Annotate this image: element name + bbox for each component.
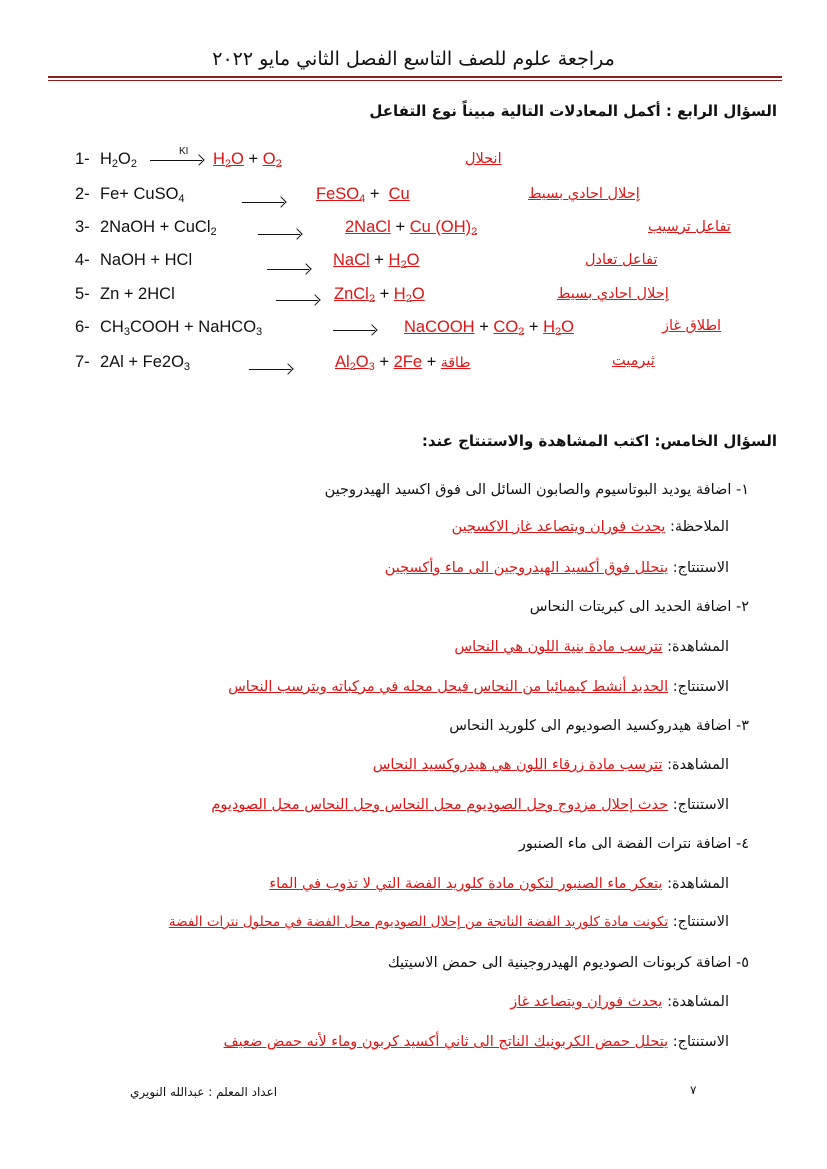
- observation-label: المشاهدة:: [667, 876, 729, 892]
- products: NaCl + $H_2O$: [333, 251, 420, 271]
- item-prompt: اضافة كربونات الصوديوم الهيدروجينية الى حمض الاسيتيك: [387, 955, 732, 971]
- item-number: ٤-: [735, 836, 749, 852]
- item-number: ٥-: [735, 955, 749, 971]
- observation-label: الملاحظة:: [670, 519, 729, 535]
- reaction-arrow: [249, 369, 291, 370]
- products: NaCOOH + $CO_2 + H_2O$: [404, 318, 575, 338]
- reaction-type: إحلال احادي بسيط: [528, 186, 640, 202]
- reactants: NaOH + HCl: [100, 251, 193, 269]
- page-number: ٧: [690, 1083, 697, 1097]
- observation-label: المشاهدة:: [667, 994, 729, 1010]
- reaction-arrow: [242, 202, 284, 203]
- header-divider: [48, 76, 782, 78]
- equation-number: 6-: [75, 318, 90, 336]
- equation-number: 2-: [75, 185, 90, 203]
- observation: [510, 994, 729, 1010]
- energy-word: طاقة: [440, 354, 471, 370]
- conclusion-answer: حدث إحلال مزدوج وحل الصوديوم محل النحاس وحل النحاس محل الصوديوم: [211, 797, 669, 813]
- reaction-arrow: [333, 330, 375, 331]
- footer-author: اعداد المعلم : عبدالله النويري: [130, 1085, 278, 1099]
- reactants: Zn + 2HCl: [100, 285, 175, 303]
- conclusion-answer: الحديد أنشط كيميائيا من النحاس فيحل محله في مركباته ويترسب النحاس: [228, 679, 669, 695]
- page-title: مراجعة علوم للصف التاسع الفصل الثاني مايو ٢٠٢٢: [212, 48, 615, 70]
- item-text: [388, 955, 749, 971]
- reaction-type: اطلاق غاز: [662, 318, 722, 334]
- conclusion-label: الاستنتاج:: [672, 679, 729, 695]
- item-prompt: اضافة نترات الفضة الى ماء الصنبور: [518, 836, 732, 852]
- reaction-arrow: [150, 160, 202, 161]
- item-number: ٢-: [735, 599, 749, 615]
- conclusion-answer: تكونت مادة كلوريد الفضة الناتجة من إحلال الصوديوم محل الفضة في محلول نترات الفضة: [168, 914, 669, 930]
- observation-label: المشاهدة:: [667, 639, 729, 655]
- observation-answer: يحدث فوران ويتصاعد غاز: [510, 994, 663, 1010]
- item-prompt: اضافة هيدروكسيد الصوديوم الى كلوريد النحاس: [449, 718, 732, 734]
- equation-number: 4-: [75, 251, 90, 269]
- conclusion-label: الاستنتاج:: [672, 560, 729, 576]
- equation-number: 7-: [75, 353, 90, 371]
- products: FeSO$_4$ + Cu: [316, 185, 410, 205]
- observation-answer: تترسب مادة بنية اللون هي النحاس: [454, 639, 663, 655]
- observation: [454, 639, 729, 655]
- products: $Al_2O_3 + 2Fe$ + طاقة: [335, 353, 471, 373]
- header-divider-thin: [48, 80, 782, 81]
- conclusion: [169, 914, 729, 930]
- item-prompt: اضافة الحديد الى كبريتات النحاس: [529, 599, 732, 615]
- reactants: Fe+ CuSO$_4$: [100, 185, 185, 205]
- item-number: ١-: [735, 482, 749, 498]
- equation-number: 3-: [75, 218, 90, 236]
- item-text: [519, 836, 749, 852]
- question-4-title: السؤال الرابع : أكمل المعادلات التالية مبيناً نوع التفاعل: [369, 102, 777, 120]
- reactants: $CH_3COOH$ + NaHCO$_3$: [100, 318, 263, 338]
- observation: [452, 519, 729, 535]
- conclusion: [385, 560, 729, 576]
- question-5-title: السؤال الخامس: اكتب المشاهدة والاستنتاج عند:: [421, 432, 777, 450]
- products: 2NaCl + Cu $(OH)_2$: [345, 218, 478, 238]
- reaction-arrow: [267, 269, 309, 270]
- observation-answer: تترسب مادة زرقاء اللون هي هيدروكسيد النحاس: [372, 757, 663, 773]
- item-number: ٣-: [735, 718, 749, 734]
- reaction-arrow: [276, 300, 318, 301]
- equation-number: 5-: [75, 285, 90, 303]
- conclusion-label: الاستنتاج:: [672, 797, 729, 813]
- observation: [373, 757, 729, 773]
- item-text: [449, 718, 749, 734]
- products: $H_2O + O_2$: [213, 150, 282, 170]
- conclusion: [211, 797, 729, 813]
- conclusion: [224, 1034, 729, 1050]
- item-prompt: اضافة يوديد البوتاسيوم والصابون السائل الى فوق اكسيد الهيدروجين: [324, 482, 732, 498]
- reactants: 2NaOH + CuCl$_2$: [100, 218, 217, 238]
- item-text: [325, 482, 749, 498]
- conclusion-label: الاستنتاج:: [672, 1034, 729, 1050]
- reaction-arrow: [258, 234, 300, 235]
- item-text: [530, 599, 749, 615]
- reaction-type: تفاعل تعادل: [585, 252, 658, 268]
- observation-label: المشاهدة:: [667, 757, 729, 773]
- observation-answer: يتعكر ماء الصنبور لتكون مادة كلوريد الفضة التي لا تذوب في الماء: [269, 876, 663, 892]
- catalyst-label: KI: [179, 146, 189, 157]
- reaction-type: ثيرميت: [612, 353, 655, 369]
- reaction-type: إحلال احادي بسيط: [557, 286, 669, 302]
- reactants: $2Al + Fe2O_3$: [100, 353, 191, 373]
- reaction-type: انحلال: [465, 151, 502, 167]
- conclusion: [228, 679, 729, 695]
- observation: [269, 876, 729, 892]
- conclusion-label: الاستنتاج:: [672, 914, 729, 930]
- conclusion-answer: يتحلل حمض الكربونيك الناتج الى ثاني أكسيد كربون وماء لأنه حمض ضعيف: [223, 1034, 669, 1050]
- conclusion-answer: يتحلل فوق أكسيد الهيدروجين الى ماء وأكسجين: [384, 560, 669, 576]
- observation-answer: يحدث فوران ويتصاعد غاز الاكسجين: [451, 519, 666, 535]
- equation-number: 1-: [75, 150, 90, 168]
- reaction-type: تفاعل ترسيب: [648, 219, 731, 235]
- products: ZnCl$_2$ + $H_2O$: [334, 285, 425, 305]
- reactants: $H_2O_2$: [100, 150, 138, 170]
